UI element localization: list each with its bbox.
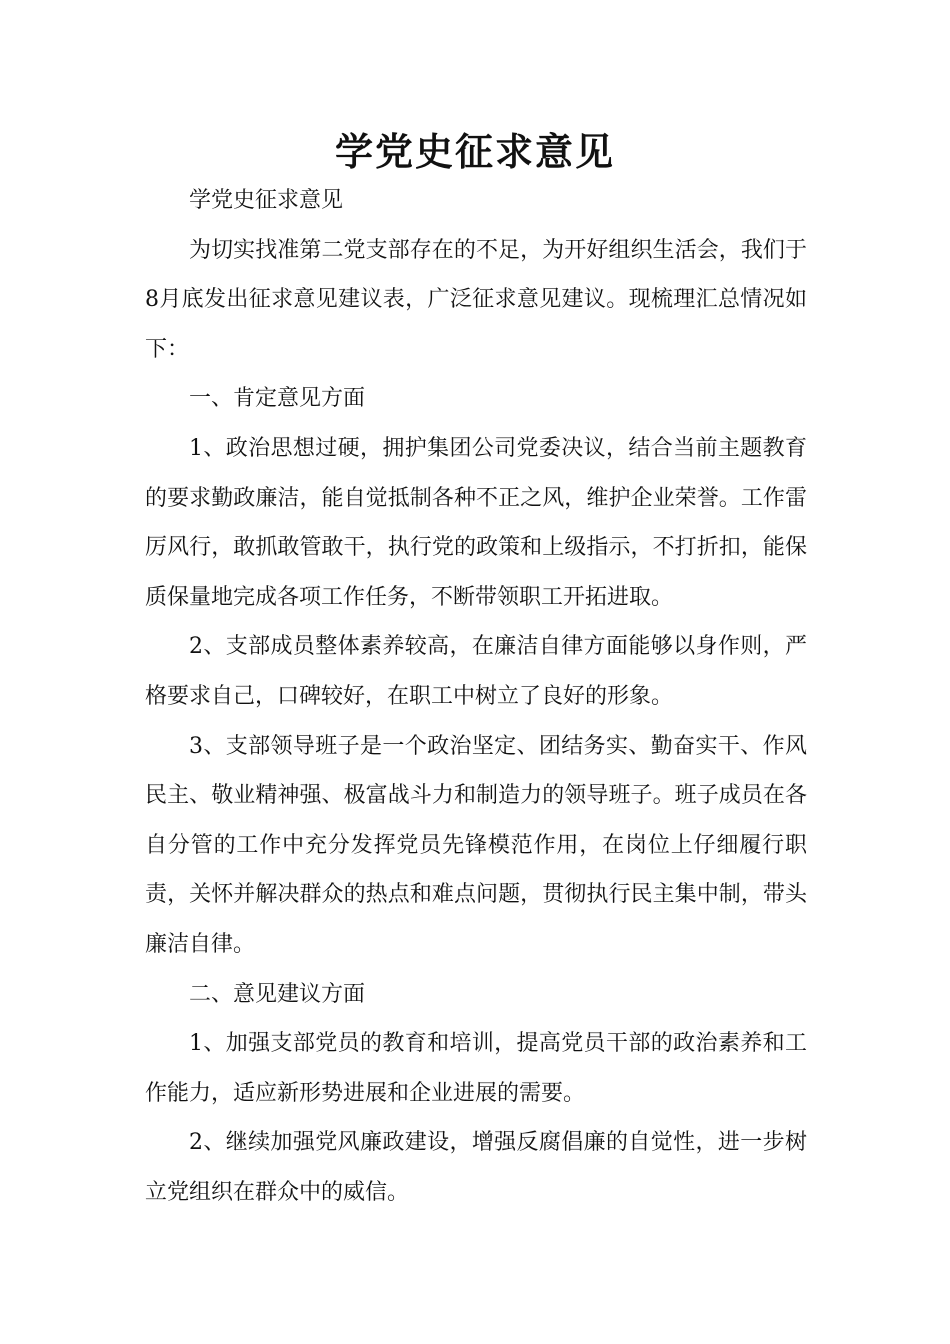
document-body <box>145 176 807 1217</box>
paragraph-suggestion-2: 2、继续加强党风廉政建设，增强反腐倡廉的自觉性，进一步树立党组织在群众中的威信。 <box>145 1130 807 1205</box>
paragraph-positive-1: 1、政治思想过硬，拥护集团公司党委决议，结合当前主题教育的要求勤政廉洁，能自觉抵制各种不正之风，维护企业荣誉。工作雷厉风行，敢抓敢管敢干，执行党的政策和上级指示，不打折扣，能保质保量地完成各项工作任务，不断带领职工开拓进取。 <box>145 435 807 610</box>
paragraph-positive-3: 3、支部领导班子是一个政治坚定、团结务实、勤奋实干、作风民主、敬业精神强、极富战斗力和制造力的领导班子。班子成员在各自分管的工作中充分发挥党员先锋模范作用，在岗位上仔细履行职责，关怀并解决群众的热点和难点问题，贯彻执行民主集中制，带头廉洁自律。 <box>145 733 807 957</box>
section-heading-positive: 一、肯定意见方面 <box>189 386 366 412</box>
paragraph-subtitle: 学党史征求意见 <box>189 188 344 213</box>
paragraph-positive-2: 2、支部成员整体素养较高，在廉洁自律方面能够以身作则，严格要求自己，口碑较好，在职工中树立了良好的形象。 <box>145 634 807 709</box>
paragraph-suggestion-1: 1、加强支部党员的教育和培训，提高党员干部的政治素养和工作能力，适应新形势进展和企业进展的需要。 <box>145 1031 807 1106</box>
paragraph-intro: 为切实找准第二党支部存在的不足，为开好组织生活会，我们于8月底发出征求意见建议表，广泛征求意见建议。现梳理汇总情况如下： <box>145 237 807 362</box>
section-heading-suggestions: 二、意见建议方面 <box>189 981 366 1007</box>
document-title: 学党史征求意见 <box>334 129 615 174</box>
